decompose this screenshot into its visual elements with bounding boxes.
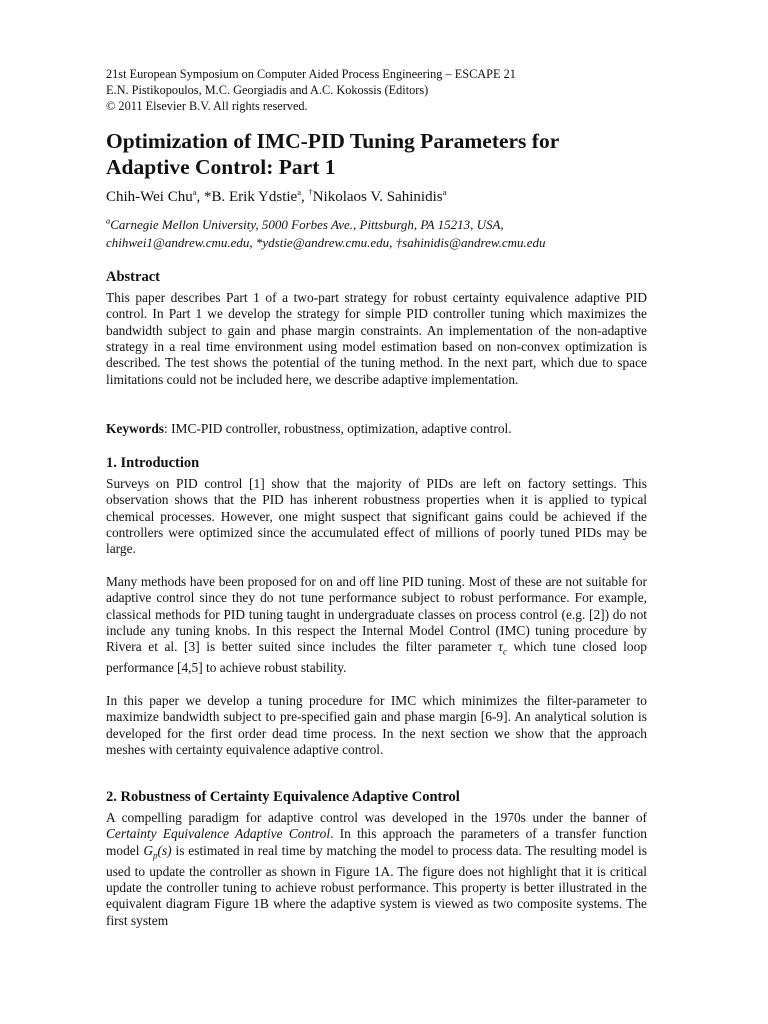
section-2-heading: 2. Robustness of Certainty Equivalence Adaptive Control bbox=[106, 789, 460, 805]
title-line-1: Optimization of IMC-PID Tuning Parameters for bbox=[106, 129, 560, 153]
intro-paragraph-2: Many methods have been proposed for on and off line PID tuning. Most of these are not suitable for adaptive control since they do not tune performance subject to robust performance. For example, classical methods for PID tuning taught in undergraduate classes on process control (e.g. [2]) do not include any tuning knobs. In this respect the Internal Model Control (IMC) tuning procedure by Rivera et al. [3] is better suited since includes the filter parameter $\tau_c$ which tune closed loop performance [4,5] to achieve robust stability. bbox=[106, 574, 647, 676]
abstract-heading: Abstract bbox=[106, 269, 160, 285]
author-emails: chihwei1@andrew.cmu.edu, *ydstie@andrew.cmu.edu, †sahinidis@andrew.cmu.edu bbox=[106, 234, 546, 250]
author-2-affil-mark: a bbox=[297, 187, 301, 197]
author-2: , *B. Erik Ydstie bbox=[196, 189, 298, 205]
keywords-section bbox=[106, 421, 647, 437]
keywords-label: Keywords bbox=[106, 421, 165, 436]
affiliation bbox=[106, 216, 666, 251]
section-2 bbox=[106, 788, 647, 929]
section-2-paragraph: A compelling paradigm for adaptive control was developed in the 1970s under the banner of Certainty Equivalence Adaptive Control. In this approach the parameters of a transfer function model $G_p(s)$ is estimated in real time by matching the model to process data. The resulting model is used to update the controller as shown in Figure 1A. The figure does not highlight that it is critical update the controller tuning to achieve robust performance. This property is better illustrated in the equivalent diagram Figure 1B where the adaptive system is viewed as two composite systems. The first system bbox=[106, 810, 647, 928]
author-separator: , bbox=[300, 189, 309, 205]
proceedings-header bbox=[106, 66, 666, 114]
introduction-section bbox=[106, 454, 647, 759]
intro-paragraph-3: In this paper we develop a tuning procedure for IMC which minimizes the filter-parameter to maximize bandwidth subject to pre-specified gain and phase margin [6-9]. An analytical solution is developed for the first order dead time process. In the next section we show that the approach meshes with certainty equivalence adaptive control. bbox=[106, 693, 647, 758]
introduction-heading: 1. Introduction bbox=[106, 455, 200, 471]
affiliation-mark: a bbox=[106, 215, 111, 226]
author-3-dagger: † bbox=[308, 187, 313, 197]
paper-title bbox=[106, 128, 666, 180]
author-1-affil-mark: a bbox=[192, 187, 197, 197]
abstract-text: This paper describes Part 1 of a two-part strategy for robust certainty equivalence adaptive PID control. In Part 1 we develop the strategy for simple PID controller tuning which maximizes the bandwidth subject to gain and phase margin constraints. An implementation of the non-adaptive strategy in a real time environment using model estimation based on non-convex optimization is described. The test shows the potential of the tuning method. In the next part, which due to space limitations could not be included here, we describe adaptive implementation. bbox=[106, 290, 647, 387]
keywords-text: : IMC-PID controller, robustness, optimization, adaptive control. bbox=[164, 421, 512, 436]
conference-line: 21st European Symposium on Computer Aided Process Engineering – ESCAPE 21 bbox=[106, 67, 516, 81]
author-1: Chih-Wei Chu bbox=[106, 189, 193, 205]
transfer-function-symbol: G bbox=[143, 842, 153, 858]
copyright-line: © 2011 Elsevier B.V. All rights reserved. bbox=[106, 99, 308, 113]
tau-symbol: τ bbox=[498, 639, 503, 655]
tau-subscript: c bbox=[502, 647, 507, 658]
transfer-function-argument: (s) bbox=[157, 842, 172, 858]
intro-paragraph-1: Surveys on PID control [1] show that the majority of PIDs are left on factory settings. This observation shows that the PID has inherent robustness properties when it is applied to typical chemical processes. However, one might suspect that significant gains could be achieved if the controllers were optimized since the accumulated effect of millions of poorly tuned PIDs may be large. bbox=[106, 476, 647, 557]
italic-term: Certainty Equivalence Adaptive Control bbox=[106, 826, 331, 842]
abstract-section bbox=[106, 268, 647, 388]
transfer-function-subscript: p bbox=[153, 850, 158, 861]
author-3: Nikolaos V. Sahinidis bbox=[312, 189, 443, 205]
editors-line: E.N. Pistikopoulos, M.C. Georgiadis and A.C. Kokossis (Editors) bbox=[106, 83, 429, 97]
author-list bbox=[106, 188, 666, 206]
title-line-2: Adaptive Control: Part 1 bbox=[106, 155, 336, 179]
affiliation-address: Carnegie Mellon University, 5000 Forbes Ave., Pittsburgh, PA 15213, USA, bbox=[110, 217, 504, 232]
author-3-affil-mark: a bbox=[442, 187, 447, 197]
